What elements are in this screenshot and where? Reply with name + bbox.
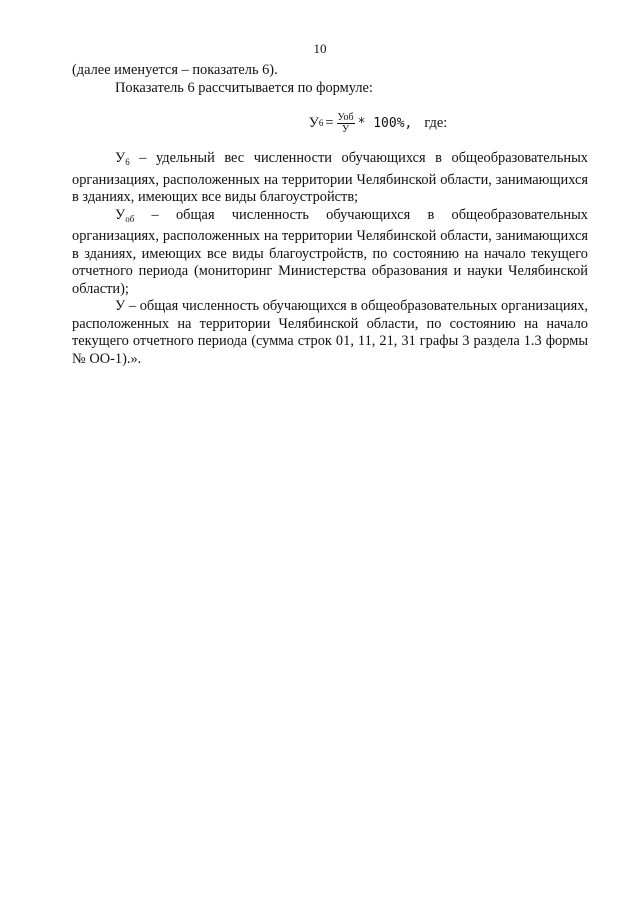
definition-symbol: У [115, 206, 126, 223]
definition-paragraph [72, 298, 588, 368]
document-body [72, 62, 588, 368]
definition-symbol-subscript: 6 [125, 157, 130, 167]
definition-text: – общая численность обучающихся в общеобразовательных организациях, расположенных на территории Челябинской области, по состоянию на начало текущего отчетного периода (сумма строк 01, 11, 21, 31 графы 3 раздела 1.3 формы № ОО-1).». [72, 298, 588, 367]
definition-text: – удельный вес численности обучающихся в общеобразовательных организациях, расположенных на территории Челябинской области, занимающихся в зданиях, имеющих все виды благоустройств; [72, 150, 588, 205]
formula-where: где: [424, 114, 448, 131]
definition-symbol: У [115, 150, 126, 166]
definition-paragraph [72, 207, 588, 299]
formula-lhs-subscript: 6 [318, 117, 324, 128]
formula-equals: = [325, 114, 334, 131]
definition-paragraph [72, 150, 588, 207]
formula [309, 112, 448, 135]
definition-text: – общая численность обучающихся в общеобразовательных организациях, расположенных на территории Челябинской области, занимающихся в зданиях, имеющих все виды благоустройств, по состоянию на начало текущего отчетного периода (мониторинг Министерства образования и науки Челябинской области); [72, 206, 588, 297]
formula-intro-paragraph: Показатель 6 рассчитывается по формуле: [115, 79, 373, 96]
definition-symbol: У [115, 298, 126, 314]
formula-block [72, 97, 588, 150]
formula-denominator: У [342, 124, 350, 135]
formula-numerator: Уоб [337, 112, 354, 123]
formula-multiplier: * 100%, [357, 115, 413, 131]
formula-lhs: У [308, 114, 319, 131]
formula-fraction [337, 112, 355, 135]
page-number: 10 [313, 41, 327, 56]
definition-symbol-subscript: об [125, 213, 135, 224]
intro-paragraph: (далее именуется – показатель 6). [72, 62, 278, 78]
